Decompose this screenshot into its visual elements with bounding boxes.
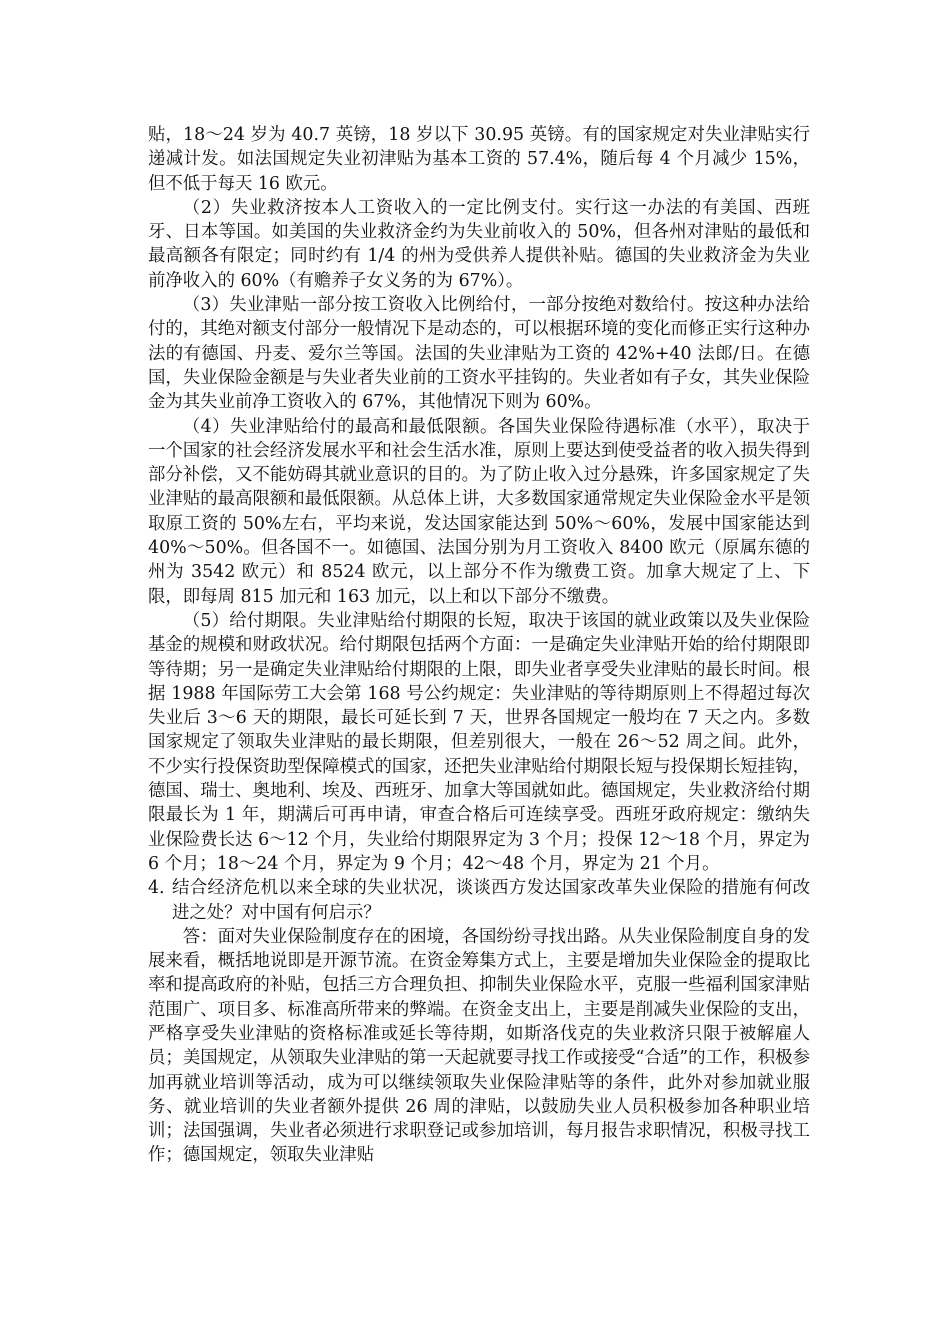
answer-paragraph: 答：面对失业保险制度存在的困境，各国纷纷寻找出路。从失业保险制度自身的发展来看，概括地说即是开源节流。在资金筹集方式上，主要是增加失业保险金的提取比率和提高政府的补贴，包括三方合理负担、抑制失业保险水平，克服一些福利国家津贴范围广、项目多、标准高所带来的弊端。在资金支出上，主要是削减失业保险的支出，严格享受失业津贴的资格标准或延长等待期，如斯洛伐克的失业救济只限于被解雇人员；美国规定，从领取失业津贴的第一天起就要寻找工作或接受“合适”的工作，积极参加再就业培训等活动，成为可以继续领取失业保险津贴等的条件，此外对参加就业服务、就业培训的失业者额外提供 26 周的津贴，以鼓励失业人员积极参加各种职业培训；法国强调，失业者必须进行求职登记或参加培训，每月报告求职情况，积极寻找工作；德国规定，领取失业津贴 (148, 926, 810, 1166)
document-body (148, 123, 810, 1168)
question-number: 4． (148, 878, 177, 899)
paragraph-item-2: （2）失业救济按本人工资收入的一定比例支付。实行这一办法的有美国、西班牙、日本等国。如美国的失业救济金约为失业前收入的 50%，但各州对津贴的最低和最高额各有限定；同时约有 1/4 的州为受供养人提供补贴。德国的失业救济金为失业前净收入的 60%（有赡养子女义务的为 67%）。 (148, 197, 810, 291)
paragraph-item-3: （3）失业津贴一部分按工资收入比例给付，一部分按绝对数给付。按这种办法给付的，其绝对额支付部分一般情况下是动态的，可以根据环境的变化而修正实行这种办法的有德国、丹麦、爱尔兰等国。法国的失业津贴为工资的 42%+40 法郎/日。在德国，失业保险金额是与失业者失业前的工资水平挂钩的。失业者如有子女，其失业保险金为其失业前净工资收入的 67%，其他情况下则为 60%。 (148, 295, 810, 413)
question-text: 结合经济危机以来全球的失业状况，谈谈西方发达国家改革失业保险的措施有何改进之处？对中国有何启示？ (172, 878, 810, 923)
question-4 (148, 876, 810, 925)
paragraph-continuation: 贴，18～24 岁为 40.7 英镑，18 岁以下 30.95 英镑。有的国家规定对失业津贴实行递减计发。如法国规定失业初津贴为基本工资的 57.4%，随后每 4 个月减少 15%，但不低于每天 16 欧元。 (148, 125, 810, 194)
paragraph-item-5: （5）给付期限。失业津贴给付期限的长短，取决于该国的就业政策以及失业保险基金的规模和财政状况。给付期限包括两个方面：一是确定失业津贴开始的给付期限即等待期；另一是确定失业津贴给付期限的上限，即失业者享受失业津贴的最长时间。根据 1988 年国际劳工大会第 168 号公约规定：失业津贴的等待期原则上不得超过每次失业后 3～6 天的期限，最长可延长到 7 天，世界各国规定一般均在 7 天之内。多数国家规定了领取失业津贴的最长期限，但差别很大，一般在 26～52 周之间。此外，不少实行投保资助型保障模式的国家，还把失业津贴给付期限长短与投保期长短挂钩，德国、瑞士、奥地利、埃及、西班牙、加拿大等国就如此。德国规定，失业救济给付期限最长为 1 年，期满后可再申请，审查合格后可连续享受。西班牙政府规定：缴纳失业保险费长达 6～12 个月，失业给付期限界定为 3 个月；投保 12～18 个月，界定为 6 个月；18～24 个月，界定为 9 个月；42～48 个月，界定为 21 个月。 (148, 610, 810, 874)
paragraph-item-4: （4）失业津贴给付的最高和最低限额。各国失业保险待遇标准（水平），取决于一个国家的社会经济发展水平和社会生活水准，原则上要达到使受益者的收入损失得到部分补偿，又不能妨碍其就业意识的目的。为了防止收入过分悬殊，许多国家规定了失业津贴的最高限额和最低限额。从总体上讲，大多数国家通常规定失业保险金水平是领取原工资的 50%左右，平均来说，发达国家能达到 50%～60%，发展中国家能达到 40%～50%。但各国不一。如德国、法国分别为月工资收入 8400 欧元（原属东德的州为 3542 欧元）和 8524 欧元，以上部分不作为缴费工资。加拿大规定了上、下限，即每周 815 加元和 163 加元，以上和以下部分不缴费。 (148, 416, 810, 607)
